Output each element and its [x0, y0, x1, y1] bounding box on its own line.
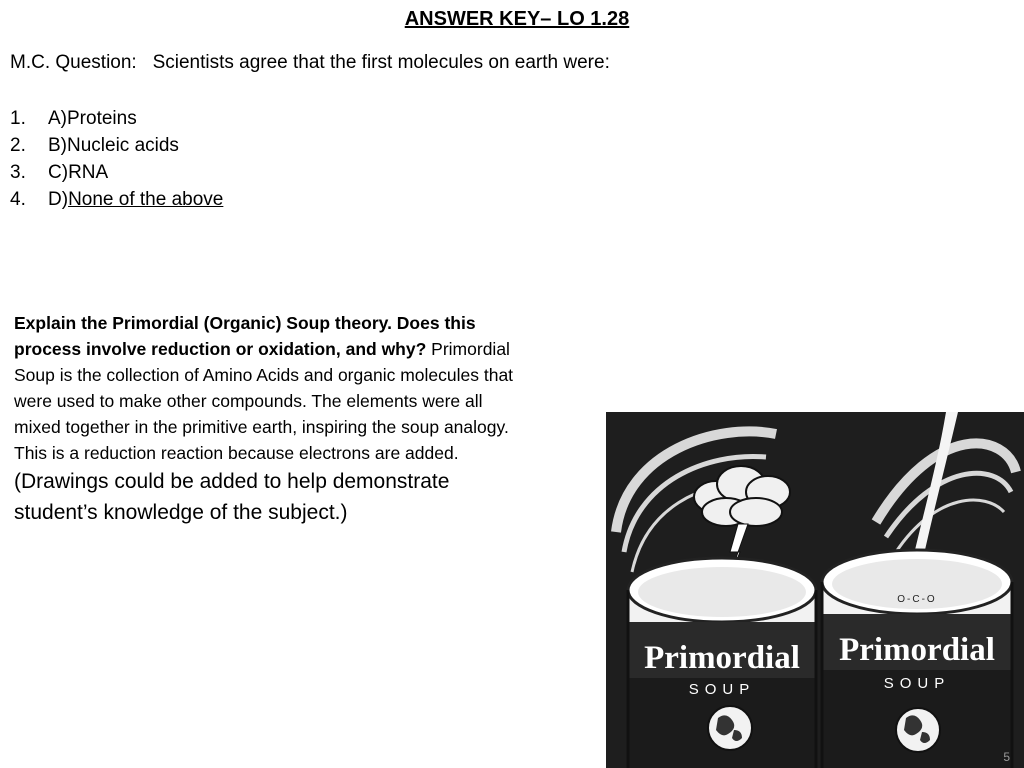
soup-can-right — [822, 550, 1012, 768]
storm-cloud — [694, 466, 790, 526]
can-left-sub: SOUP — [688, 681, 756, 698]
option-number: 4. — [10, 189, 26, 210]
can-left-label: Primordial — [644, 640, 800, 676]
correct-answer-text: None of the above — [68, 189, 224, 210]
option-number: 1. — [10, 108, 26, 129]
option-letter: B) — [48, 135, 67, 156]
option-letter: D) — [48, 189, 69, 210]
explanation-note: (Drawings could be added to help demonstrate student’s knowledge of the subject.) — [14, 470, 450, 524]
option-item — [10, 186, 223, 213]
soup-cans-drawing — [606, 412, 1024, 768]
primordial-soup-illustration — [606, 412, 1024, 768]
option-text: RNA — [68, 162, 109, 183]
option-item — [10, 159, 223, 186]
option-letter: A) — [48, 108, 67, 129]
option-item — [10, 105, 223, 132]
soup-can-left — [628, 558, 816, 768]
explanation-prompt: Explain the Primordial (Organic) Soup theory. Does this process involve reduction or oxidation, and why? — [14, 313, 476, 359]
question-text: Scientists agree that the first molecules on earth were: — [152, 52, 610, 73]
option-item — [10, 132, 223, 159]
can-right-sub: SOUP — [883, 675, 951, 692]
option-number: 2. — [10, 135, 26, 156]
explanation-block — [14, 310, 514, 528]
option-letter: C) — [48, 162, 69, 183]
can-right-label: Primordial — [839, 632, 995, 668]
option-number: 3. — [10, 162, 26, 183]
page-number: 5 — [1003, 750, 1010, 764]
page-title: ANSWER KEY– LO 1.28 — [404, 8, 630, 30]
explanation-answer: Primordial Soup is the collection of Amino Acids and organic molecules that were used to make other compounds. The elements were all mixed together in the primitive earth, inspiring the soup analogy. This is a reduction reaction because electrons are added. — [14, 339, 514, 463]
answer-options — [10, 105, 223, 213]
option-text: Proteins — [67, 108, 137, 129]
can-right-molecule: O-C-O — [897, 594, 937, 605]
swirl-background — [616, 431, 1016, 572]
question-prefix: M.C. Question: — [10, 52, 137, 73]
mc-question — [10, 52, 610, 74]
option-text: Nucleic acids — [67, 135, 179, 156]
